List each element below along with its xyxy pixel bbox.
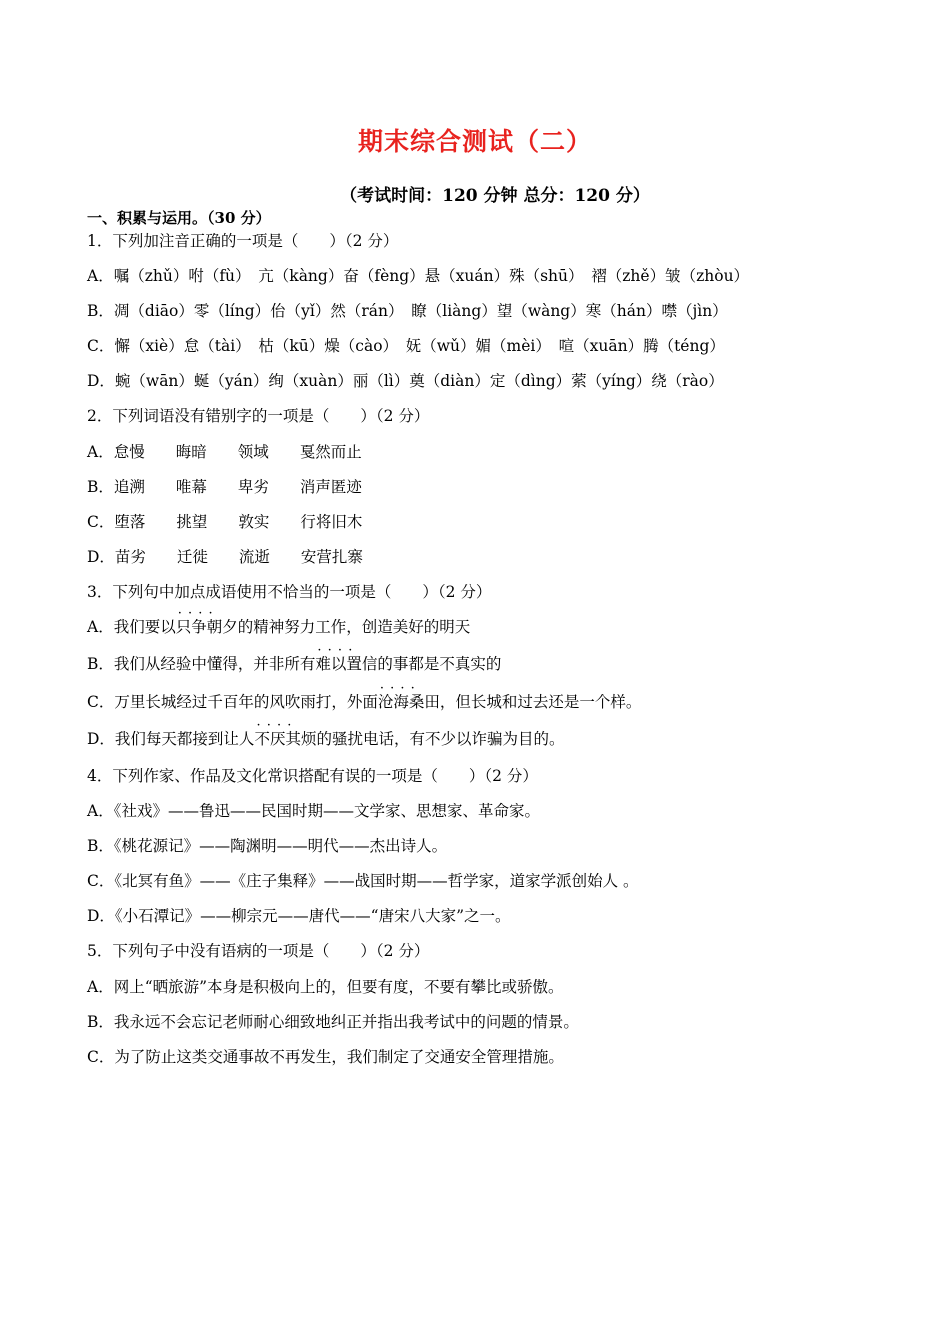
option-text: D．苗劣 迁徙 流逝 安营扎寨 [87,548,363,566]
option-text: C．《北冥有鱼》——《庄子集释》——战国时期——哲学家，道家学派创始人 。 [87,872,639,890]
section-heading: 一、积累与运用。（30 分） [87,209,271,227]
option-text [87,617,470,637]
option-suffix: 的事都是不真实的 [377,655,502,673]
option-text: B．追溯 唯幕 卑劣 消声匿迹 [87,478,362,496]
option-prefix: C．万里长城经过千百年的风吹雨打，外面 [87,693,378,711]
option-text: A．嘱（zhǔ）咐（fù） 亢（kàng）奋（fèng）悬（xuán）殊（shū） 褶（zhě）皱（zhòu） [87,267,750,285]
question-stem: 2．下列词语没有错别字的一项是（ ）（2 分） [87,407,430,425]
exam-info: （考试时间：120 分钟 总分：120 分） [340,186,650,206]
dotted-idiom: · · · · 难以置信 [315,654,377,674]
question-stem: 5．下列句子中没有语病的一项是（ ）（2 分） [87,942,430,960]
option-text: D．《小石潭记》——柳宗元——唐代——“唐宋八大家”之一。 [87,907,511,925]
page-title: 期末综合测试（二） [357,127,592,156]
dotted-idiom: · · · · 只争朝夕 [176,617,238,637]
question-stem: 1．下列加注音正确的一项是（ ）（2 分） [87,232,399,250]
option-text: B．《桃花源记》——陶渊明——明代——杰出诗人。 [87,837,448,855]
option-text: D．蜿（wān）蜒（yán）绚（xuàn）丽（lì）奠（diàn）定（dìng）萦（yíng）绕（rào） [87,372,724,390]
option-text: C．为了防止这类交通事故不再发生，我们制定了交通安全管理措施。 [87,1048,564,1066]
option-text: B．凋（diāo）零（líng）佁（yǐ）然（rán） 瞭（liàng）望（wàng）寒（hán）噤（jìn） [87,302,728,320]
option-suffix: 的骚扰电话，有不少以诈骗为目的。 [316,730,565,748]
option-text: C．懈（xiè）怠（tài） 枯（kū）燥（cào） 妩（wǔ）媚（mèi） 喧（xuān）腾（téng） [87,337,725,355]
question-stem: 4．下列作家、作品及文化常识搭配有误的一项是（ ）（2 分） [87,767,538,785]
option-prefix: A．我们要以 [87,618,176,636]
option-text [87,692,641,712]
question-stem: 3．下列句中加点成语使用不恰当的一项是（ ）（2 分） [87,583,492,601]
option-prefix: B．我们从经验中懂得，并非所有 [87,655,316,673]
option-text: A．怠慢 晦暗 领域 戛然而止 [87,443,362,461]
option-text [87,654,501,674]
option-text: C．堕落 挑望 敦实 行将旧木 [87,513,363,531]
option-suffix: 的精神努力工作，创造美好的明天 [237,618,471,636]
dotted-idiom: · · · · 沧海桑田 [378,692,440,712]
dotted-idiom: · · · · 不厌其烦 [254,729,316,749]
option-prefix: D．我们每天都接到让人 [87,730,255,748]
option-text [87,729,564,749]
option-text: B．我永远不会忘记老师耐心细致地纠正并指出我考试中的问题的情景。 [87,1013,579,1031]
option-text: A．《社戏》——鲁迅——民国时期——文学家、思想家、革命家。 [87,802,540,820]
option-suffix: ，但长城和过去还是一个样。 [439,693,642,711]
option-text: A．网上“晒旅游”本身是积极向上的，但要有度，不要有攀比或骄傲。 [87,978,564,996]
